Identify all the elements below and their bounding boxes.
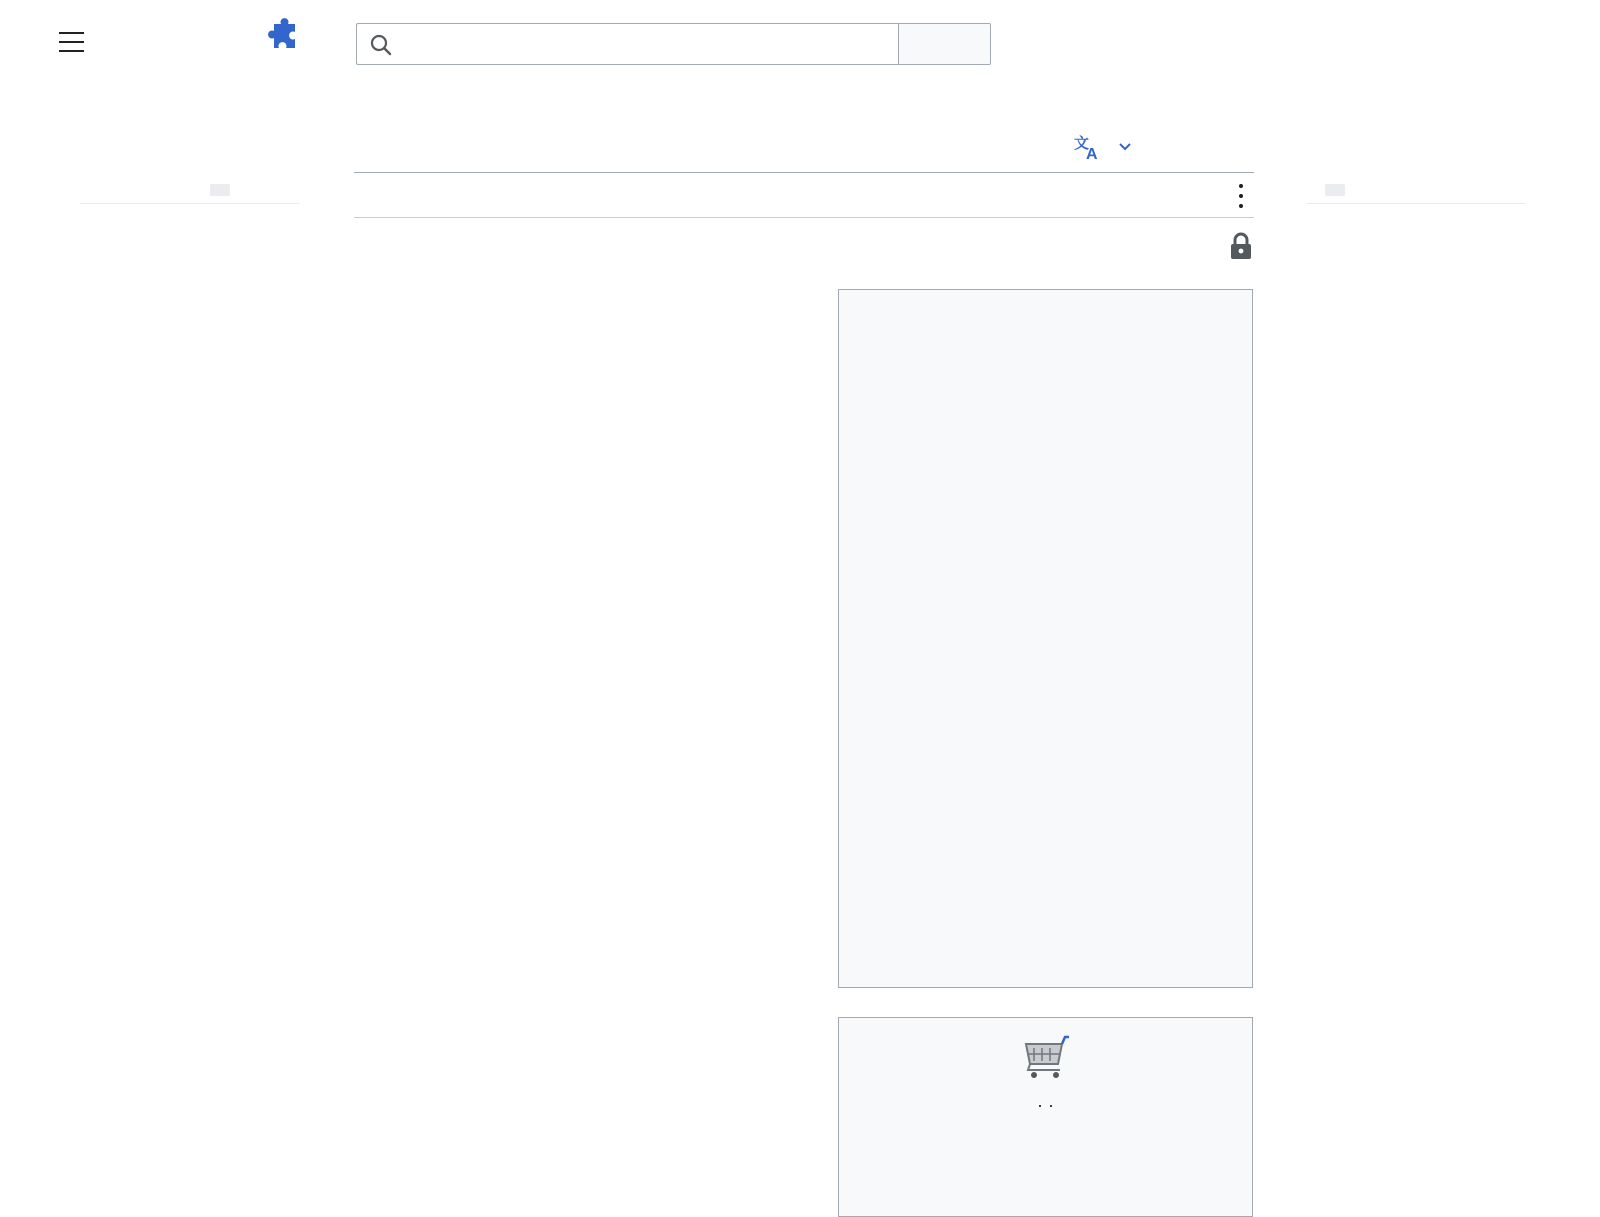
search-button[interactable] bbox=[898, 23, 991, 65]
tabs-divider bbox=[354, 217, 1254, 218]
user-links bbox=[1517, 34, 1544, 55]
shopping-cart-icon bbox=[1020, 1034, 1072, 1082]
main-menu-icon[interactable] bbox=[59, 32, 84, 52]
translate-icon bbox=[1074, 134, 1102, 160]
appearance-divider bbox=[1306, 203, 1526, 204]
language-button[interactable] bbox=[1074, 134, 1132, 160]
title-divider bbox=[354, 172, 1254, 173]
search-box[interactable] bbox=[356, 23, 899, 65]
appearance-panel bbox=[1306, 184, 1526, 204]
appearance-header bbox=[1306, 184, 1526, 196]
svg-text:A: A bbox=[1086, 146, 1098, 160]
lock-icon[interactable] bbox=[1230, 232, 1252, 260]
puzzle-globe-icon bbox=[268, 16, 300, 50]
toc-divider bbox=[80, 203, 300, 204]
table-of-contents bbox=[80, 184, 300, 220]
chevron-down-icon bbox=[1118, 142, 1132, 152]
article-body bbox=[354, 279, 816, 299]
ecommerce-sidebar bbox=[838, 1017, 1253, 1217]
search-input[interactable] bbox=[403, 24, 887, 66]
internet-marketing-sidebar bbox=[838, 289, 1253, 988]
svg-text:文: 文 bbox=[1074, 134, 1090, 152]
wikipedia-logo[interactable] bbox=[112, 14, 302, 74]
search-icon bbox=[369, 33, 393, 57]
toc-hide-button[interactable] bbox=[210, 184, 230, 196]
toc-header bbox=[80, 184, 300, 196]
digital-content-links: · · bbox=[1037, 1095, 1054, 1115]
appearance-hide-button[interactable] bbox=[1325, 184, 1345, 196]
more-actions-icon[interactable] bbox=[1237, 181, 1245, 211]
